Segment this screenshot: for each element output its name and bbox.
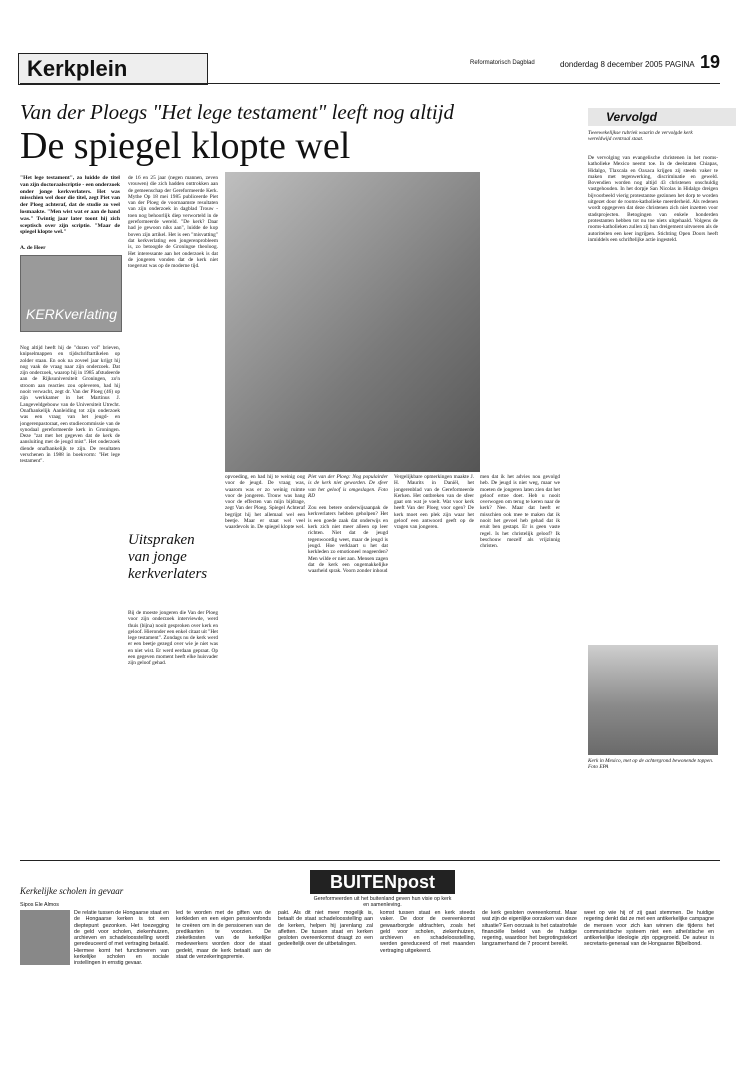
paper-name: Reformatorisch Dagblad (470, 60, 535, 66)
article-kicker: Van der Ploegs "Het lege testament" leeft nog altijd (20, 100, 455, 124)
article-intro: "Het lege testament", zo luidde de titel van zijn doctoraalscriptie - een onderzoek onder jonge kerkverlaters. Het was misschien wel door die titel, zegt Piet van der Ploeg achteraf, dat de studie zo veel losmaakte. "Men wist wat er aan de hand was." Twintig jaar later toont hij zich sceptisch over zijn scriptie. "Maar de spiegel klopte wel." (20, 175, 120, 236)
author-portrait (20, 910, 70, 965)
lower-author: Sipos Ele Almos (20, 902, 59, 908)
article-headline: De spiegel klopte wel (20, 125, 351, 167)
article-column-4-text: Zou een betere onderwijsaanpak de kerkverlaters hebben geholpen? Het is een goede zaak dat onderwijs en kerk zich niet meer alleen op leer richten. Niet dat de jeugd tegenwoordig weet, maar de jeugd is jeugd. Hoe verklaart u het dat kerkleden zo emotioneel reageerden? Men wilde er niet aan. Mensen zagen dat de kerk een ongemakkelijke waarheid sprak. Voorn zonder inhoud (308, 505, 388, 575)
photo-caption: Piet van der Ploeg: Nog populairder is de kerk niet geworden. De sfeer van het geloof is omgeslagen. Foto RD (308, 474, 388, 499)
lower-column-1: De relatie tussen de Hongaarse staat en de Hongaarse kerken is tot een dieptepunt gezonken. Het toezegging de geld voor scholen, ziekenhuizen, archieven en schadeloosstelling wordt geredeuceerd of met vertraging betaald. Hiermee komt het functioneren van kerkelijke scholen en sociale instellingen in ernstig gevaar. (74, 910, 169, 967)
lower-headline: Kerkelijke scholen in gevaar (20, 886, 124, 896)
article-column-6: men dat ik het advies nou gevolgd heb. De jeugd is niet weg, maar we moeten de jongeren laten zien dat het geloof ertoe doet. Heb u nooit overwogen om terug te keren naar de kerk? Nee. Maar dat heeft er misschien ook mee te maken dat ik nooit het gevoel heb gehad dat ik eruit ben gestapt. Er is geen vaste regel. Is het christelijk geloof? Ik beschouw mezelf als vrijzinnig christen. (480, 474, 560, 550)
article-column-2: de 16 en 25 jaar (negen mannen, zeven vrouwen) die zich hadden onttrokken aan de gemeenschap der Gereformeerde Kerk. Mythe Op 18 mei 1985 publiceerde Piet van der Ploeg de voornaamste resultaten van zijn onderzoek in dagblad Trouw - toen nog behoorlijk diep verworteld in de gereformeerde wereld. "De kerk? Daar had je gewoon niks aan", luidde de kop boven zijn artikel. Het is een "misvatting" dat kerkverlating een jongerenprobleem is, zo betoogde de Groningse theoloog. Het interessante aan het onderzoek is dat de jongeren vonden dat de kerk niet toegerust was op de moderne tijd. (128, 175, 218, 270)
pull-quote-head: Uitspraken van jonge kerkverlaters (128, 532, 208, 582)
church-photo (588, 645, 718, 755)
lower-column-4: komst tussen staat en kerk steeds vaker. De door de overeenkomst gewaarborgde afdrachten, zoals het geld voor scholen, ziekenhuizen, archieven en schadeloosstelling, werden gereduceerd of met maanden vertraging uitgekeerd. (380, 910, 475, 954)
article-author: A. de Heer (20, 245, 46, 251)
rubric-logo-text: KERKverlating (26, 306, 118, 322)
page-date: donderdag 8 december 2005 PAGINA (560, 60, 695, 69)
page-number: 19 (700, 52, 721, 72)
pull-quote-body: Bij de moeste jongeren die Van der Ploeg voor zijn onderzoek interviewde, werd thuis (bijna) nooit gesproken over kerk en geloof. Hieronder een enkel citaat uit "Het lege testament". Zondags nu de kerk werd er een beetje gezegd over wie je niet was en niet wist. Er werd eerdaan gepraat. Op een gegeven moment heeft elke huisvader zijn geloof gehad. (128, 610, 218, 667)
lower-column-3: pakt. Als dit niet meer mogelijk is, betaalt de staat schadeloosstelling aan de kerken, helpen hij jarenlang zal afletten. De tussen staat en kerken gesloten overeenkomst draagt zo een gedeeltelijk over de uitbetalingen. (278, 910, 373, 948)
article-column-5: Vergelijkbare opmerkingen maakte J. H. Maurits in Daniël, het jongerenblad van de Gereformeerde Kerken. Het ontbreken van de sfeer gaat om wat je voelt. Wat voor kerk heeft Van der Ploeg voor ogen? De kerk moet een plek zijn waar het geloof een antwoord geeft op de vragen van jongeren. (394, 474, 474, 531)
article-column-1: Nog altijd heeft hij de "dozen vol" brieven, knipselmappen en tijdschriftartikelen op zolder staan. En ook na zoveel jaar krijgt hij nog vaak de vraag naar zijn onderzoek. Dat zijn onderzoek, waarop hij in 1985 afstudeerde aan de Rijksuniversiteit Groningen, zo'n stroom aan reacties zou opleveren, had hij nooit verwacht, zegt dr. Van der Ploeg (46) op zijn werkkamer in het Martinus J. Langeveldgebouw van de Universiteit Utrecht. Onafhankelijk Aanleiding tot zijn onderzoek was een vraag van het jeugd- en jongerenpastoraat, een studiecommissie van de synodaal gereformeerde kerk in Groningen. Deze "zat met het gegeven dat de kerk de aansluiting met de jeugd mist". Het onderzoek diende onafhankelijk te zijn. De resultaten verschenen in 1988 in boekvorm: "Het lege testament". (20, 345, 120, 465)
article-column-4 (308, 474, 388, 834)
portrait-photo (225, 172, 480, 472)
vervolgd-description: Tweewekelijkse rubriek waarin de vervolgde kerk wereldwijd centraal staat. (588, 130, 693, 143)
lower-column-2: led te worden met de giften van de kerkleden en een eigen pensioenfonds te creëren om in de pensioenen van de predikanten te voorzien. De zieketkosten van de kerkelijke medewerkers worden door de staat gedekt, maar de kerk betaalt aan de staat de verzekeringspremie. (176, 910, 271, 961)
header-divider (20, 83, 720, 84)
article-column-3: opvoeding, en had hij te weinig oog voor de jeugd. De vraag was, waarom was er zo weinig ruimte voor de jongeren. Trouw was bang voor de effecten van mijn bijdrage, zegt Van der Ploeg. Spiegel Achteraf begrijpt hij het allemaal wel een beetje. Maar er staat wel veel waardevols in. De spiegel klopte wel. (225, 474, 305, 531)
buitenpost-subtitle: Gereformeerden uit het buitenland geven hun visie op kerk en samenleving. (313, 896, 452, 908)
church-caption: Kerk in Mexico, met op de achtergrond bewonende toppen. Foto EPA (588, 758, 714, 770)
buitenpost-title: BUITENpost (310, 870, 455, 894)
section-divider (20, 860, 720, 861)
vervolgd-column: De vervolging van evangelische christenen in het rooms-katholieke Mexico neemt toe. In de deelstaten Chiapas, Hidalgo, Tlaxcala en Oaxaca krijgen zij steeds vaker te maken met tegenwerking, discriminatie en geweld. Bovendien worden nog altijd 43 christenen onschuldig vastgehouden. In het dorpje San Nicolas in Hidalgo dreigen bijvoorbeeld vierig protestantse gezinnen het dorp te worden uitgezet door de rooms-katholieke meerderheid. Als redenen wordt opgegeven dat deze christenen zich niet inzetten voor stadsprojecten. Betogingen van enkele honderden protestanten hebben tot nu toe niets uitgehaald. Volgens de rooms-katholieken zullen zij hun dreigement uitvoeren als de autoriteiten een keer ingrijpen. Stichting Open Doors heeft inmiddels een schriftelijke actie ingesteld. (588, 155, 718, 243)
vervolgd-title: Vervolgd (588, 108, 736, 126)
lower-column-5: de kerk gesloten overeenkomst. Maar wat zijn de eigenlijke oorzaken van deze situatie? Een oorzaak is het catastrofale financiële beleid van de huidige regering, waardoor het begrotingstekort langzamerhand de 7 procent bereikt. (482, 910, 577, 948)
section-title: Kerkplein (18, 53, 208, 85)
lower-column-6: weet op wie hij of zij gaat stemmen. De huidige regering denkt dat ze met een antikerkelijke campagne de mensen voor zich kan winnen die tijdens het communistische systeem niet een atheïstische en antikerkelijke ideologie zijn opgegroeid. De auteur is secretaris-generaal van de Hongaarse Bijbelbond. (584, 910, 714, 948)
